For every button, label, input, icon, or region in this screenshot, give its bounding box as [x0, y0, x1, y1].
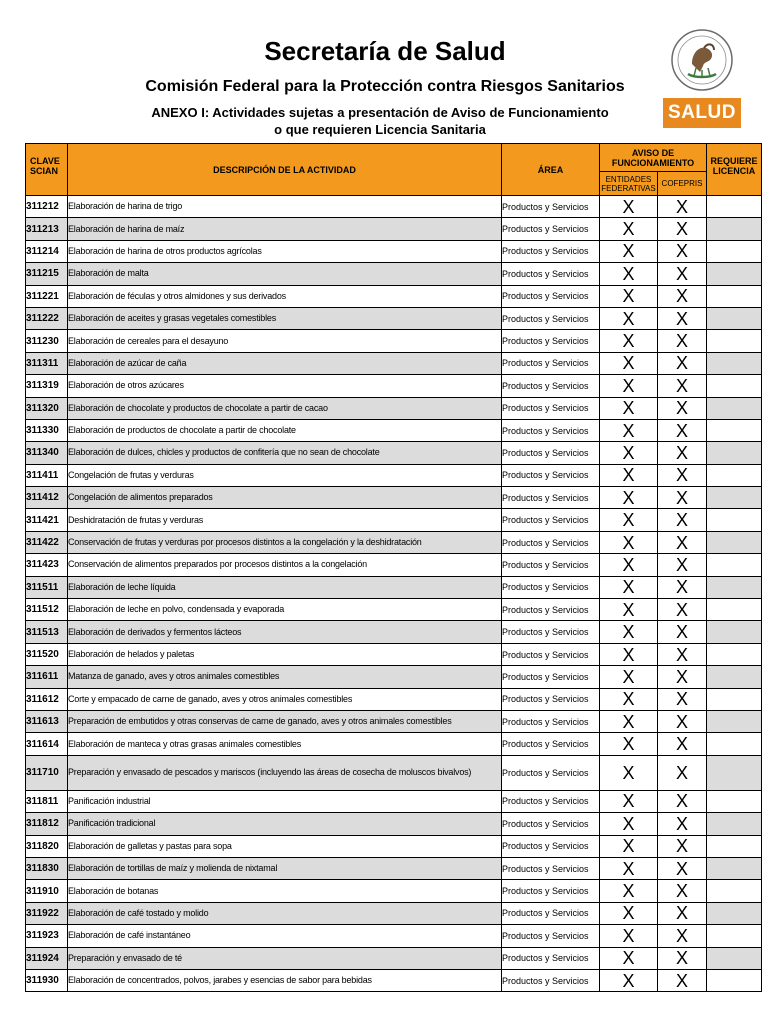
entidades-mark: X [600, 554, 658, 576]
clave-cell: 311411 [26, 464, 68, 486]
clave-cell: 311340 [26, 442, 68, 464]
descripcion-cell: Conservación de alimentos preparados por procesos distintos a la congelación [68, 554, 502, 576]
table-row [26, 196, 762, 218]
cofepris-mark: X [658, 531, 707, 553]
area-cell: Productos y Servicios [502, 688, 600, 710]
col-header-entidades: ENTIDADES FEDERATIVAS [600, 172, 658, 196]
cofepris-mark: X [658, 509, 707, 531]
cofepris-mark: X [658, 710, 707, 732]
clave-cell: 311612 [26, 688, 68, 710]
entidades-mark: X [600, 733, 658, 755]
entidades-mark: X [600, 285, 658, 307]
area-cell: Productos y Servicios [502, 464, 600, 486]
entidades-mark: X [600, 307, 658, 329]
clave-cell: 311513 [26, 621, 68, 643]
area-cell: Productos y Servicios [502, 733, 600, 755]
entidades-mark: X [600, 240, 658, 262]
descripcion-cell: Preparación y envasado de pescados y mariscos (incluyendo las áreas de cosecha de moluscos bivalvos) [68, 755, 502, 790]
descripcion-cell: Elaboración de helados y paletas [68, 643, 502, 665]
cofepris-mark: X [658, 352, 707, 374]
licencia-cell [707, 790, 762, 812]
col-header-licencia: REQUIERE LICENCIA [707, 144, 762, 196]
licencia-cell [707, 375, 762, 397]
table-row [26, 643, 762, 665]
table-row [26, 755, 762, 790]
clave-cell: 311511 [26, 576, 68, 598]
entidades-mark: X [600, 688, 658, 710]
clave-cell: 311412 [26, 487, 68, 509]
table-row [26, 397, 762, 419]
cofepris-mark: X [658, 419, 707, 441]
licencia-cell [707, 531, 762, 553]
licencia-cell [707, 621, 762, 643]
entidades-mark: X [600, 857, 658, 879]
cofepris-mark: X [658, 688, 707, 710]
area-cell: Productos y Servicios [502, 442, 600, 464]
licencia-cell [707, 487, 762, 509]
cofepris-mark: X [658, 285, 707, 307]
annex-line-1: ANEXO I: Actividades sujetas a presentación de Aviso de Funcionamiento [151, 105, 609, 120]
entidades-mark: X [600, 531, 658, 553]
entidades-mark: X [600, 643, 658, 665]
cofepris-mark: X [658, 947, 707, 969]
descripcion-cell: Congelación de alimentos preparados [68, 487, 502, 509]
licencia-cell [707, 285, 762, 307]
cofepris-mark: X [658, 218, 707, 240]
descripcion-cell: Elaboración de productos de chocolate a partir de chocolate [68, 419, 502, 441]
table-row [26, 419, 762, 441]
table-body [26, 196, 762, 992]
cofepris-mark: X [658, 902, 707, 924]
licencia-cell [707, 880, 762, 902]
table-row [26, 464, 762, 486]
area-cell: Productos y Servicios [502, 755, 600, 790]
entidades-mark: X [600, 621, 658, 643]
table-row [26, 352, 762, 374]
descripcion-cell: Elaboración de galletas y pastas para sopa [68, 835, 502, 857]
descripcion-cell: Elaboración de aceites y grasas vegetales comestibles [68, 307, 502, 329]
area-cell: Productos y Servicios [502, 196, 600, 218]
cofepris-mark: X [658, 621, 707, 643]
entidades-mark: X [600, 397, 658, 419]
descripcion-cell: Elaboración de malta [68, 263, 502, 285]
descripcion-cell: Elaboración de concentrados, polvos, jarabes y esencias de sabor para bebidas [68, 969, 502, 991]
licencia-cell [707, 307, 762, 329]
table-row [26, 790, 762, 812]
cofepris-mark: X [658, 835, 707, 857]
clave-cell: 311222 [26, 307, 68, 329]
clave-cell: 311910 [26, 880, 68, 902]
table-row [26, 688, 762, 710]
cofepris-mark: X [658, 397, 707, 419]
descripcion-cell: Congelación de frutas y verduras [68, 464, 502, 486]
licencia-cell [707, 755, 762, 790]
clave-cell: 311230 [26, 330, 68, 352]
table-row [26, 330, 762, 352]
descripcion-cell: Panificación industrial [68, 790, 502, 812]
cofepris-mark: X [658, 307, 707, 329]
descripcion-cell: Elaboración de dulces, chicles y productos de confitería que no sean de chocolate [68, 442, 502, 464]
entidades-mark: X [600, 902, 658, 924]
table-row [26, 857, 762, 879]
licencia-cell [707, 442, 762, 464]
entidades-mark: X [600, 925, 658, 947]
table-row [26, 487, 762, 509]
descripcion-cell: Elaboración de otros azúcares [68, 375, 502, 397]
licencia-cell [707, 419, 762, 441]
document-header [0, 0, 768, 142]
area-cell: Productos y Servicios [502, 621, 600, 643]
table-row [26, 621, 762, 643]
clave-cell: 311212 [26, 196, 68, 218]
cofepris-mark: X [658, 263, 707, 285]
licencia-cell [707, 397, 762, 419]
descripcion-cell: Elaboración de harina de otros productos agrícolas [68, 240, 502, 262]
col-header-aviso: AVISO DE FUNCIONAMIENTO [600, 144, 707, 172]
cofepris-mark: X [658, 240, 707, 262]
table-row [26, 218, 762, 240]
entidades-mark: X [600, 969, 658, 991]
clave-cell: 311512 [26, 599, 68, 621]
table-row [26, 880, 762, 902]
descripcion-cell: Elaboración de derivados y fermentos lácteos [68, 621, 502, 643]
cofepris-mark: X [658, 375, 707, 397]
area-cell: Productos y Servicios [502, 902, 600, 924]
clave-cell: 311710 [26, 755, 68, 790]
entidades-mark: X [600, 330, 658, 352]
clave-cell: 311614 [26, 733, 68, 755]
licencia-cell [707, 666, 762, 688]
table-row [26, 263, 762, 285]
cofepris-mark: X [658, 554, 707, 576]
licencia-cell [707, 688, 762, 710]
descripcion-cell: Elaboración de chocolate y productos de chocolate a partir de cacao [68, 397, 502, 419]
page-subtitle: Comisión Federal para la Protección contra Riesgos Sanitarios [145, 78, 625, 95]
clave-cell: 311421 [26, 509, 68, 531]
entidades-mark: X [600, 375, 658, 397]
clave-cell: 311221 [26, 285, 68, 307]
col-header-cofepris: COFEPRIS [658, 172, 707, 196]
table-row [26, 710, 762, 732]
area-cell: Productos y Servicios [502, 576, 600, 598]
table-row [26, 307, 762, 329]
cofepris-mark: X [658, 666, 707, 688]
clave-cell: 311820 [26, 835, 68, 857]
licencia-cell [707, 710, 762, 732]
table-row [26, 969, 762, 991]
area-cell: Productos y Servicios [502, 509, 600, 531]
entidades-mark: X [600, 442, 658, 464]
table-row [26, 531, 762, 553]
area-cell: Productos y Servicios [502, 419, 600, 441]
table-row [26, 509, 762, 531]
area-cell: Productos y Servicios [502, 330, 600, 352]
table-row [26, 599, 762, 621]
clave-cell: 311213 [26, 218, 68, 240]
clave-cell: 311922 [26, 902, 68, 924]
licencia-cell [707, 599, 762, 621]
descripcion-cell: Elaboración de harina de maíz [68, 218, 502, 240]
entidades-mark: X [600, 196, 658, 218]
clave-cell: 311422 [26, 531, 68, 553]
descripcion-cell: Elaboración de manteca y otras grasas animales comestibles [68, 733, 502, 755]
entidades-mark: X [600, 509, 658, 531]
area-cell: Productos y Servicios [502, 880, 600, 902]
cofepris-mark: X [658, 599, 707, 621]
cofepris-mark: X [658, 880, 707, 902]
salud-logo [663, 28, 741, 132]
licencia-cell [707, 218, 762, 240]
area-cell: Productos y Servicios [502, 790, 600, 812]
area-cell: Productos y Servicios [502, 263, 600, 285]
cofepris-mark: X [658, 755, 707, 790]
clave-cell: 311923 [26, 925, 68, 947]
area-cell: Productos y Servicios [502, 352, 600, 374]
area-cell: Productos y Servicios [502, 643, 600, 665]
descripcion-cell: Matanza de ganado, aves y otros animales comestibles [68, 666, 502, 688]
table-row [26, 375, 762, 397]
descripcion-cell: Elaboración de leche en polvo, condensada y evaporada [68, 599, 502, 621]
entidades-mark: X [600, 790, 658, 812]
entidades-mark: X [600, 218, 658, 240]
area-cell: Productos y Servicios [502, 240, 600, 262]
licencia-cell [707, 835, 762, 857]
annex-line-2: o que requieren Licencia Sanitaria [274, 122, 486, 137]
entidades-mark: X [600, 835, 658, 857]
cofepris-mark: X [658, 643, 707, 665]
licencia-cell [707, 240, 762, 262]
descripcion-cell: Elaboración de leche líquida [68, 576, 502, 598]
cofepris-mark: X [658, 790, 707, 812]
area-cell: Productos y Servicios [502, 947, 600, 969]
table-row [26, 666, 762, 688]
col-header-descripcion: DESCRIPCIÓN DE LA ACTIVIDAD [68, 144, 502, 196]
entidades-mark: X [600, 666, 658, 688]
activities-table [25, 143, 762, 992]
area-cell: Productos y Servicios [502, 835, 600, 857]
cofepris-mark: X [658, 487, 707, 509]
clave-cell: 311611 [26, 666, 68, 688]
table-row [26, 554, 762, 576]
cofepris-mark: X [658, 330, 707, 352]
area-cell: Productos y Servicios [502, 813, 600, 835]
licencia-cell [707, 263, 762, 285]
descripcion-cell: Panificación tradicional [68, 813, 502, 835]
descripcion-cell: Deshidratación de frutas y verduras [68, 509, 502, 531]
annex-heading [90, 104, 670, 138]
entidades-mark: X [600, 487, 658, 509]
area-cell: Productos y Servicios [502, 666, 600, 688]
area-cell: Productos y Servicios [502, 307, 600, 329]
entidades-mark: X [600, 755, 658, 790]
cofepris-mark: X [658, 857, 707, 879]
descripcion-cell: Elaboración de botanas [68, 880, 502, 902]
area-cell: Productos y Servicios [502, 218, 600, 240]
cofepris-mark: X [658, 576, 707, 598]
licencia-cell [707, 969, 762, 991]
area-cell: Productos y Servicios [502, 487, 600, 509]
descripcion-cell: Elaboración de tortillas de maíz y molienda de nixtamal [68, 857, 502, 879]
area-cell: Productos y Servicios [502, 710, 600, 732]
area-cell: Productos y Servicios [502, 397, 600, 419]
entidades-mark: X [600, 352, 658, 374]
descripcion-cell: Elaboración de cereales para el desayuno [68, 330, 502, 352]
licencia-cell [707, 643, 762, 665]
area-cell: Productos y Servicios [502, 969, 600, 991]
licencia-cell [707, 509, 762, 531]
area-cell: Productos y Servicios [502, 925, 600, 947]
cofepris-mark: X [658, 925, 707, 947]
descripcion-cell: Conservación de frutas y verduras por procesos distintos a la congelación y la deshidratación [68, 531, 502, 553]
area-cell: Productos y Servicios [502, 375, 600, 397]
licencia-cell [707, 902, 762, 924]
licencia-cell [707, 733, 762, 755]
entidades-mark: X [600, 813, 658, 835]
licencia-cell [707, 464, 762, 486]
cofepris-mark: X [658, 464, 707, 486]
licencia-cell [707, 925, 762, 947]
cofepris-mark: X [658, 733, 707, 755]
table-row [26, 925, 762, 947]
table-row [26, 285, 762, 307]
entidades-mark: X [600, 947, 658, 969]
clave-cell: 311830 [26, 857, 68, 879]
clave-cell: 311811 [26, 790, 68, 812]
table-row [26, 813, 762, 835]
cofepris-mark: X [658, 969, 707, 991]
cofepris-mark: X [658, 813, 707, 835]
cofepris-mark: X [658, 196, 707, 218]
licencia-cell [707, 576, 762, 598]
clave-cell: 311520 [26, 643, 68, 665]
descripcion-cell: Elaboración de azúcar de caña [68, 352, 502, 374]
col-header-clave: CLAVE SCIAN [26, 144, 68, 196]
table-row [26, 902, 762, 924]
cofepris-mark: X [658, 442, 707, 464]
licencia-cell [707, 330, 762, 352]
table-row [26, 947, 762, 969]
descripcion-cell: Corte y empacado de carne de ganado, aves y otros animales comestibles [68, 688, 502, 710]
clave-cell: 311215 [26, 263, 68, 285]
licencia-cell [707, 196, 762, 218]
table-row [26, 576, 762, 598]
clave-cell: 311924 [26, 947, 68, 969]
clave-cell: 311214 [26, 240, 68, 262]
licencia-cell [707, 554, 762, 576]
entidades-mark: X [600, 464, 658, 486]
area-cell: Productos y Servicios [502, 285, 600, 307]
descripcion-cell: Elaboración de féculas y otros almidones y sus derivados [68, 285, 502, 307]
salud-wordmark: SALUD [663, 98, 741, 128]
area-cell: Productos y Servicios [502, 599, 600, 621]
descripcion-cell: Elaboración de café instantáneo [68, 925, 502, 947]
entidades-mark: X [600, 576, 658, 598]
entidades-mark: X [600, 419, 658, 441]
descripcion-cell: Elaboración de harina de trigo [68, 196, 502, 218]
coat-of-arms-icon [670, 28, 734, 92]
clave-cell: 311320 [26, 397, 68, 419]
table-row [26, 240, 762, 262]
licencia-cell [707, 947, 762, 969]
licencia-cell [707, 352, 762, 374]
clave-cell: 311613 [26, 710, 68, 732]
descripcion-cell: Elaboración de café tostado y molido [68, 902, 502, 924]
entidades-mark: X [600, 710, 658, 732]
descripcion-cell: Preparación de embutidos y otras conservas de carne de ganado, aves y otros animales comestibles [68, 710, 502, 732]
table-row [26, 835, 762, 857]
clave-cell: 311319 [26, 375, 68, 397]
col-header-area: ÁREA [502, 144, 600, 196]
entidades-mark: X [600, 599, 658, 621]
licencia-cell [707, 813, 762, 835]
licencia-cell [707, 857, 762, 879]
clave-cell: 311930 [26, 969, 68, 991]
area-cell: Productos y Servicios [502, 531, 600, 553]
clave-cell: 311423 [26, 554, 68, 576]
clave-cell: 311812 [26, 813, 68, 835]
entidades-mark: X [600, 263, 658, 285]
table-row [26, 733, 762, 755]
area-cell: Productos y Servicios [502, 554, 600, 576]
table-row [26, 442, 762, 464]
descripcion-cell: Preparación y envasado de té [68, 947, 502, 969]
area-cell: Productos y Servicios [502, 857, 600, 879]
clave-cell: 311330 [26, 419, 68, 441]
entidades-mark: X [600, 880, 658, 902]
page-title: Secretaría de Salud [264, 36, 506, 66]
clave-cell: 311311 [26, 352, 68, 374]
